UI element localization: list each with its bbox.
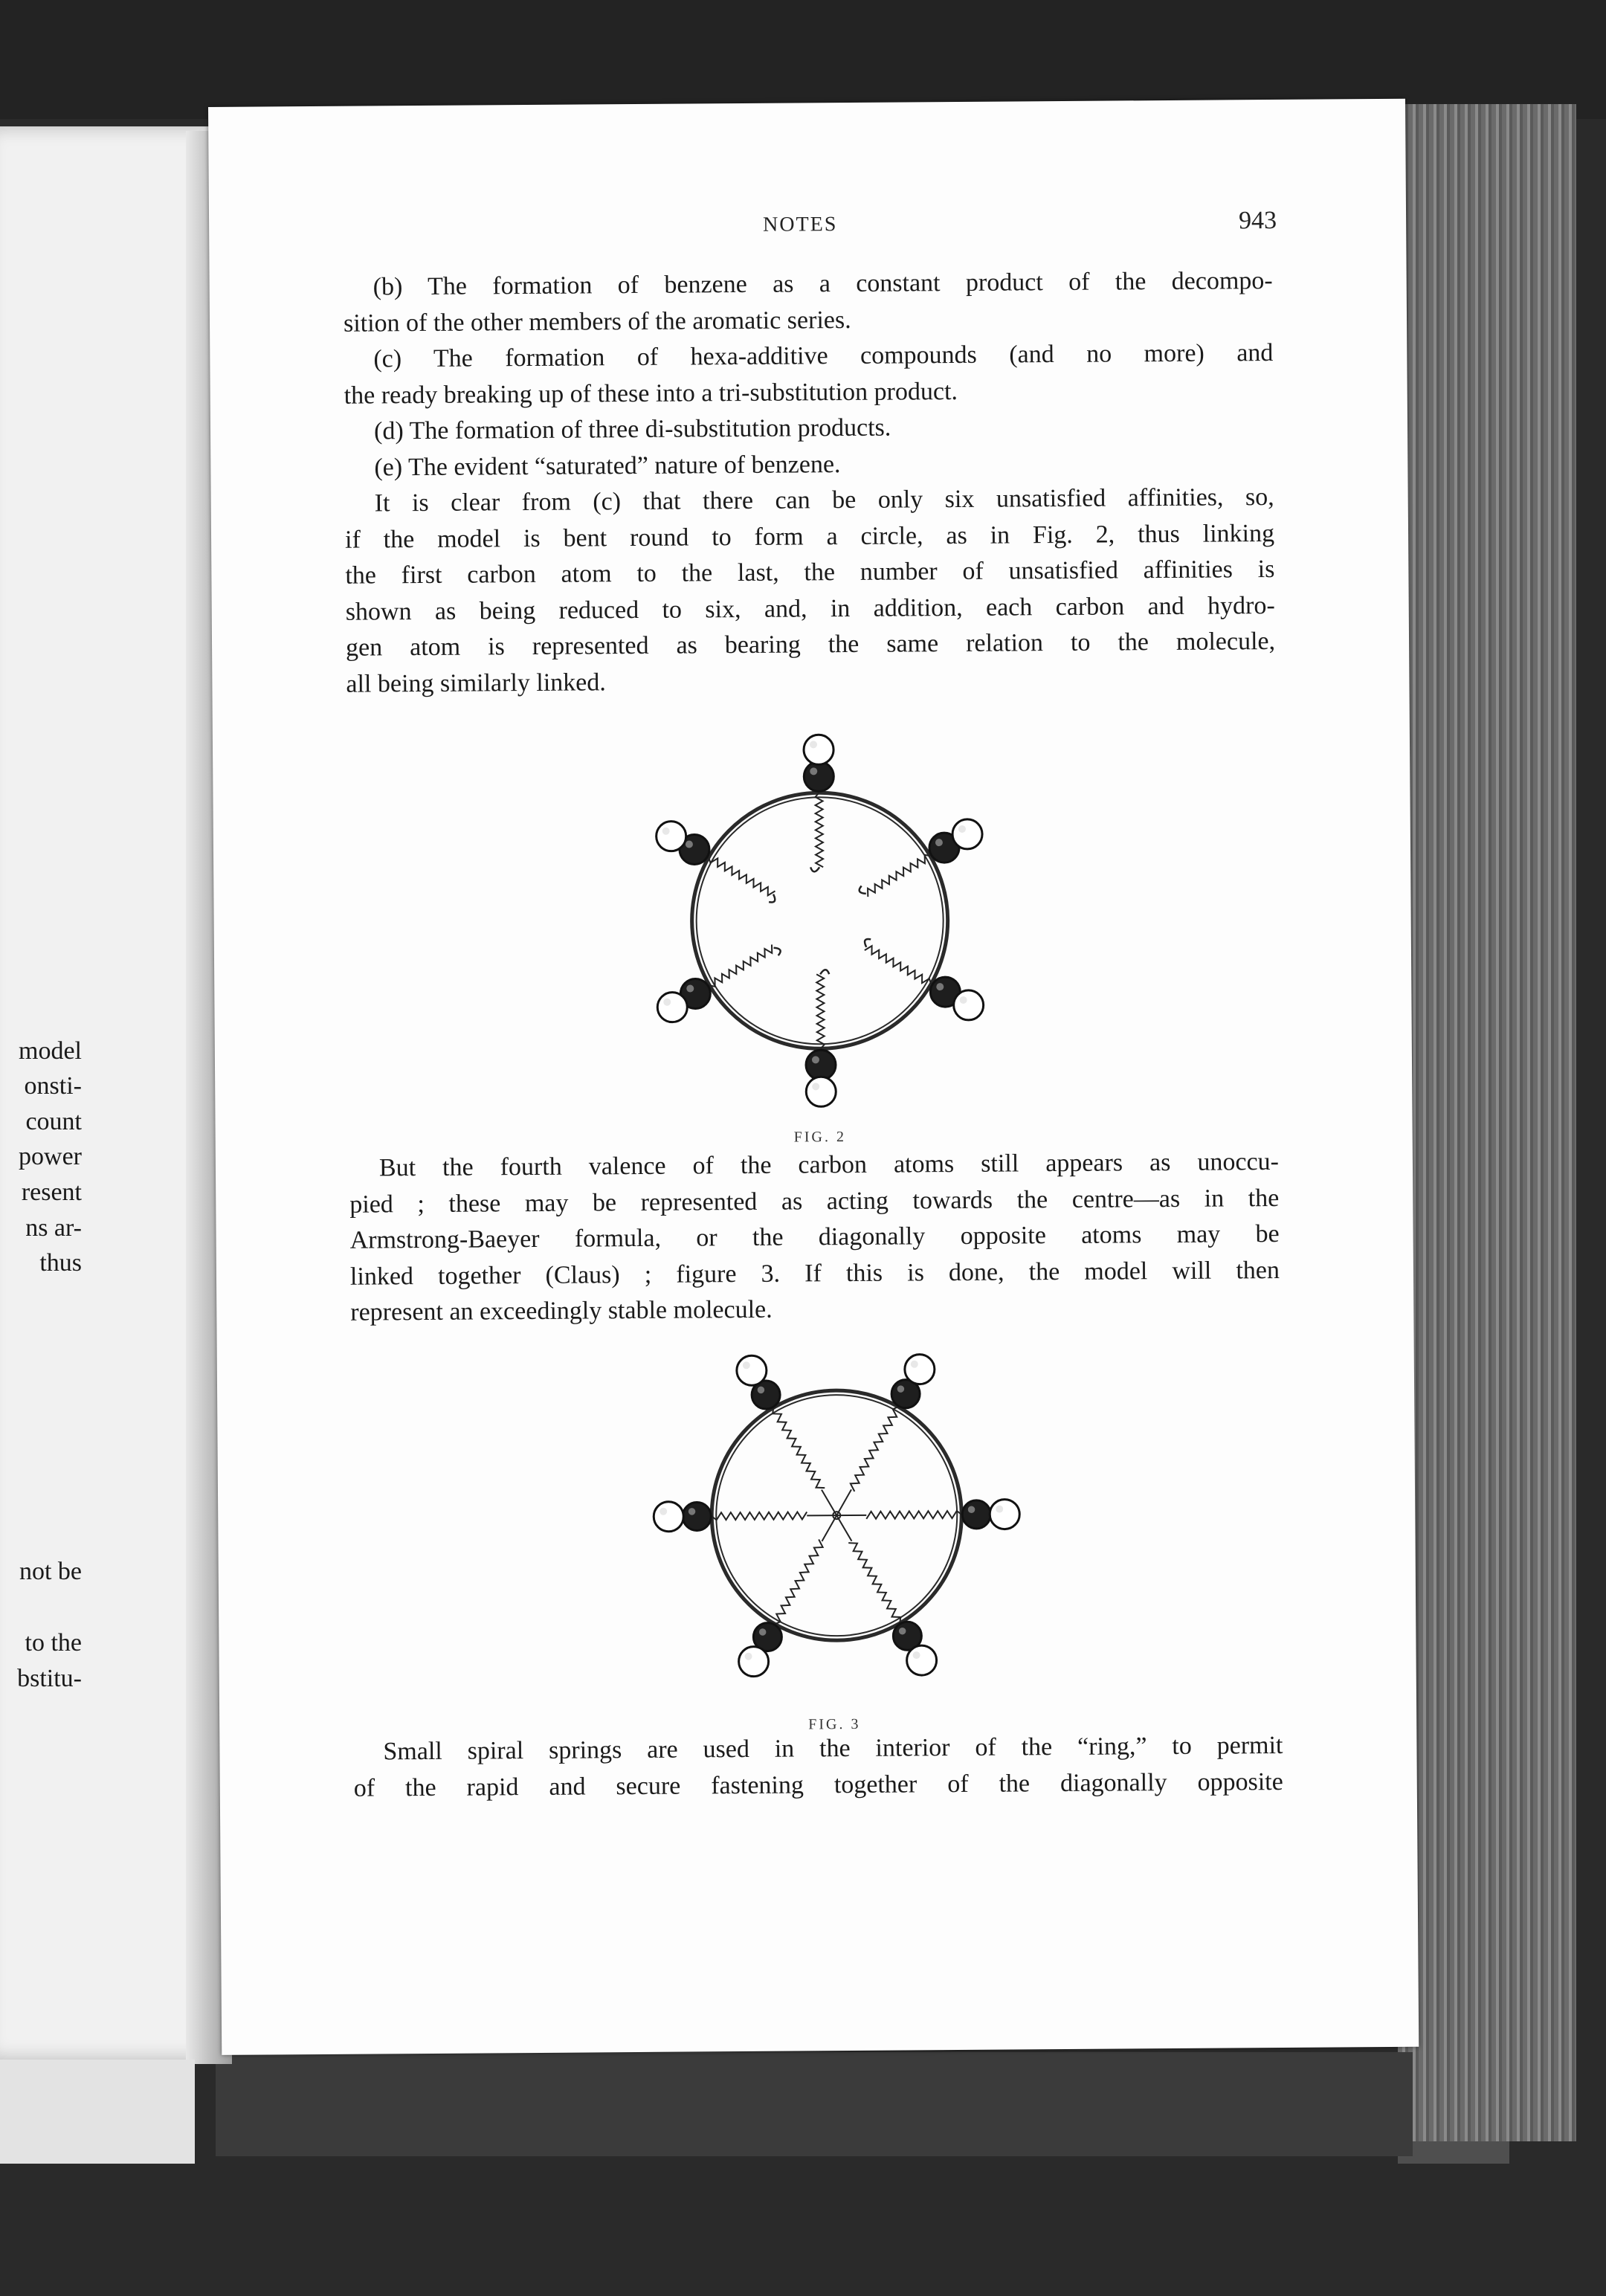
left-page-line: power <box>19 1143 82 1170</box>
text-line: of the rapid and secure fastening together of the diagonally opposite <box>353 1767 1283 1802</box>
spring-icon <box>848 1543 900 1624</box>
hydrogen-atom-icon <box>657 993 687 1022</box>
spring-icon <box>774 1539 823 1624</box>
text-line: (b) The formation of benzene as a constant product of the decompo- <box>373 267 1273 301</box>
page-edges <box>1398 104 1576 2141</box>
hydrogen-atom-icon <box>804 735 833 764</box>
text-line: (e) The evident “saturated” nature of benzene. <box>374 450 841 481</box>
text-line: gen atom is represented as bearing the same relation to the molecule, <box>345 627 1276 662</box>
figure-2-benzene-model <box>633 712 1007 1115</box>
spring-icon <box>815 793 823 867</box>
carbon-atom-icon <box>683 1502 711 1530</box>
left-page-line: not be <box>19 1558 82 1585</box>
page-shadow <box>216 2052 1413 2156</box>
left-page-line: ns ar- <box>25 1214 82 1242</box>
hydrogen-atom-icon <box>990 1499 1019 1529</box>
spring-icon <box>709 857 775 896</box>
spring-icon <box>850 1407 899 1492</box>
hydrogen-atom-icon <box>737 1355 767 1385</box>
text-line: all being similarly linked. <box>346 668 606 698</box>
right-page <box>208 99 1419 2055</box>
carbon-atom-icon <box>804 761 833 791</box>
hydrogen-atom-icon <box>952 819 982 849</box>
spring-icon <box>868 855 931 897</box>
text-line: (c) The formation of hexa-additive compounds (and no more) and <box>373 339 1274 373</box>
left-page-line: to the <box>25 1629 82 1657</box>
text-line: pied ; these may be represented as acting towards the centre—as in the <box>349 1184 1280 1219</box>
spring-icon <box>709 944 773 986</box>
page-number: 943 <box>1238 206 1277 235</box>
carbon-atom-icon <box>806 1050 836 1080</box>
figure-3-caption: FIG. 3 <box>808 1715 861 1733</box>
text-line: sition of the other members of the aromatic series. <box>343 306 851 338</box>
text-line: the ready breaking up of these into a tri-substitution product. <box>344 377 958 410</box>
left-page-line: bstitu- <box>17 1665 82 1692</box>
left-page-line: count <box>25 1108 82 1135</box>
text-line: Armstrong-Baeyer formula, or the diagonally opposite atoms may be <box>349 1219 1280 1254</box>
running-head: NOTES <box>763 213 838 236</box>
carbon-atom-icon <box>962 1500 990 1529</box>
hydrogen-atom-icon <box>906 1645 936 1675</box>
spring-icon <box>865 946 931 984</box>
text-line: represent an exceedingly stable molecule. <box>350 1295 773 1326</box>
text-line: (d) The formation of three di-substitution products. <box>373 413 891 445</box>
hydrogen-atom-icon <box>806 1077 836 1106</box>
text-line: the first carbon atom to the last, the number of unsatisfied affinities is <box>345 555 1275 590</box>
hydrogen-atom-icon <box>654 1502 683 1532</box>
figure-2-caption: FIG. 2 <box>793 1129 847 1146</box>
hydrogen-atom-icon <box>738 1647 768 1677</box>
hydrogen-atom-icon <box>905 1355 935 1384</box>
figure-3-benzene-model <box>628 1328 1046 1703</box>
text-line: Small spiral springs are used in the interior of the “ring,” to permit <box>383 1731 1283 1766</box>
text-line: shown as being reduced to six, and, in addition, each carbon and hydro- <box>345 591 1275 626</box>
left-page-bottom <box>0 2060 195 2164</box>
hydrogen-atom-icon <box>954 990 984 1020</box>
spring-icon <box>816 974 825 1048</box>
hydrogen-atom-icon <box>657 822 686 851</box>
left-page-line: onsti- <box>24 1072 82 1100</box>
spring-icon <box>773 1407 825 1489</box>
text-line: It is clear from (c) that there can be only six unsatisfied affinities, so, <box>374 483 1274 517</box>
spring-icon <box>866 1511 961 1519</box>
text-line: But the fourth valence of the carbon atoms still appears as unoccu- <box>378 1147 1280 1182</box>
text-line: if the model is bent round to form a circle, as in Fig. 2, thus linking <box>344 519 1275 554</box>
left-page-line: thus <box>39 1249 82 1277</box>
spring-icon <box>712 1512 807 1520</box>
left-page-line: resent <box>21 1178 82 1206</box>
text-line: linked together (Claus) ; figure 3. If this is done, the model will then <box>349 1256 1280 1291</box>
left-page-line: model <box>19 1037 82 1065</box>
